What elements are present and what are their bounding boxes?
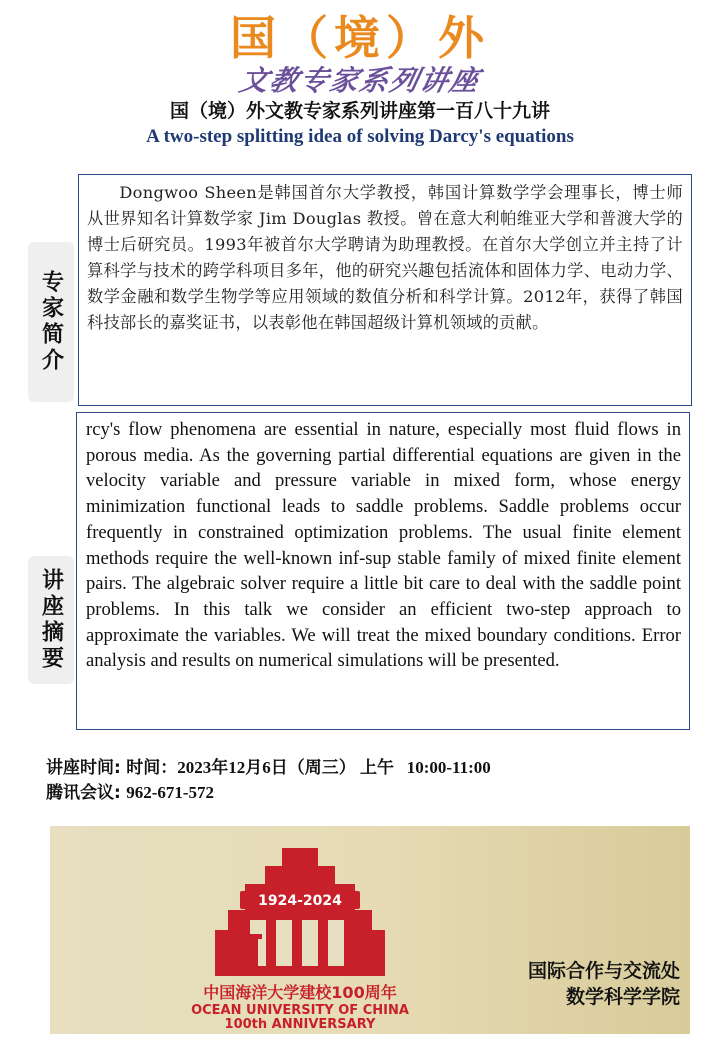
series-subtitle: 文教专家系列讲座 [236,64,484,97]
logo-en-text-1: OCEAN UNIVERSITY OF CHINA [191,1003,409,1018]
logo-en-text-2: 100th ANNIVERSARY [224,1017,376,1032]
bio-section-tab [28,242,74,402]
bio-text: Dongwoo Sheen是韩国首尔大学教授，韩国计算数学学会理事长，博士师从世界知名计算数学家 Jim Douglas 教授。曾在意大利帕维亚大学和普渡大学的博士后研究员。1993年被首尔大学聘请为助理教授。在首尔大学创立并主持了计算科学与技术的跨学科项目多年，他的研究兴趣包括流体和固体力学、电动力学、数学金融和数学生物学等应用领域的数值分析和科学计算。2012年，获得了韩国科技部长的嘉奖证书，以表彰他在韩国超级计算机领域的贡献。 [87,183,683,332]
logo-cn-text: 中国海洋大学建校100周年 [203,983,397,1002]
abstract-tab-label: 讲座摘要 [38,568,64,672]
abstract-text: rcy's flow phenomena are essential in nature, especially most fluid flows in porous media. As the governing partial differential equations are given in the velocity variable and pressure variable in mixed form, whose energy minimization functional leads to saddle problems. Saddle problems occur frequently in constrained optimization problems. The usual finite element methods require the well-known inf-sup stable family of mixed finite element pairs. The algebraic solver require a little bit care to deal with the saddle point problems. In this talk we consider an efficient two-step approach to approximate the variables. We will treat the mixed boundary conditions. Error analysis and results on numerical simulations will be presented. [86,419,681,672]
organizer-1: 国际合作与交流处 [527,960,680,982]
meeting-row [46,780,214,806]
organizer-2: 数学科学学院 [565,986,680,1008]
meeting-label: 腾讯会议: [46,783,121,803]
anniversary-banner [50,826,690,1034]
lecture-time-row [46,755,491,781]
abstract-box [76,412,690,730]
lecture-heading: 国（境）外文教专家系列讲座第一百八十九讲 [169,100,550,122]
logo-years: 1924-2024 [258,893,342,909]
lecture-time-label: 讲座时间: [46,758,121,778]
bio-box [78,174,692,406]
series-title: 国（境）外 [230,11,490,65]
lecture-time-value: 时间：2023年12月6日（周三） 上午 10:00-11:00 [126,758,491,777]
lecture-title: A two-step splitting idea of solving Darcy's equations [146,126,574,147]
abstract-section-tab [28,556,74,684]
organizers [528,958,680,1010]
meeting-id: 962-671-572 [126,783,215,802]
bio-tab-label: 专家简介 [38,270,64,374]
